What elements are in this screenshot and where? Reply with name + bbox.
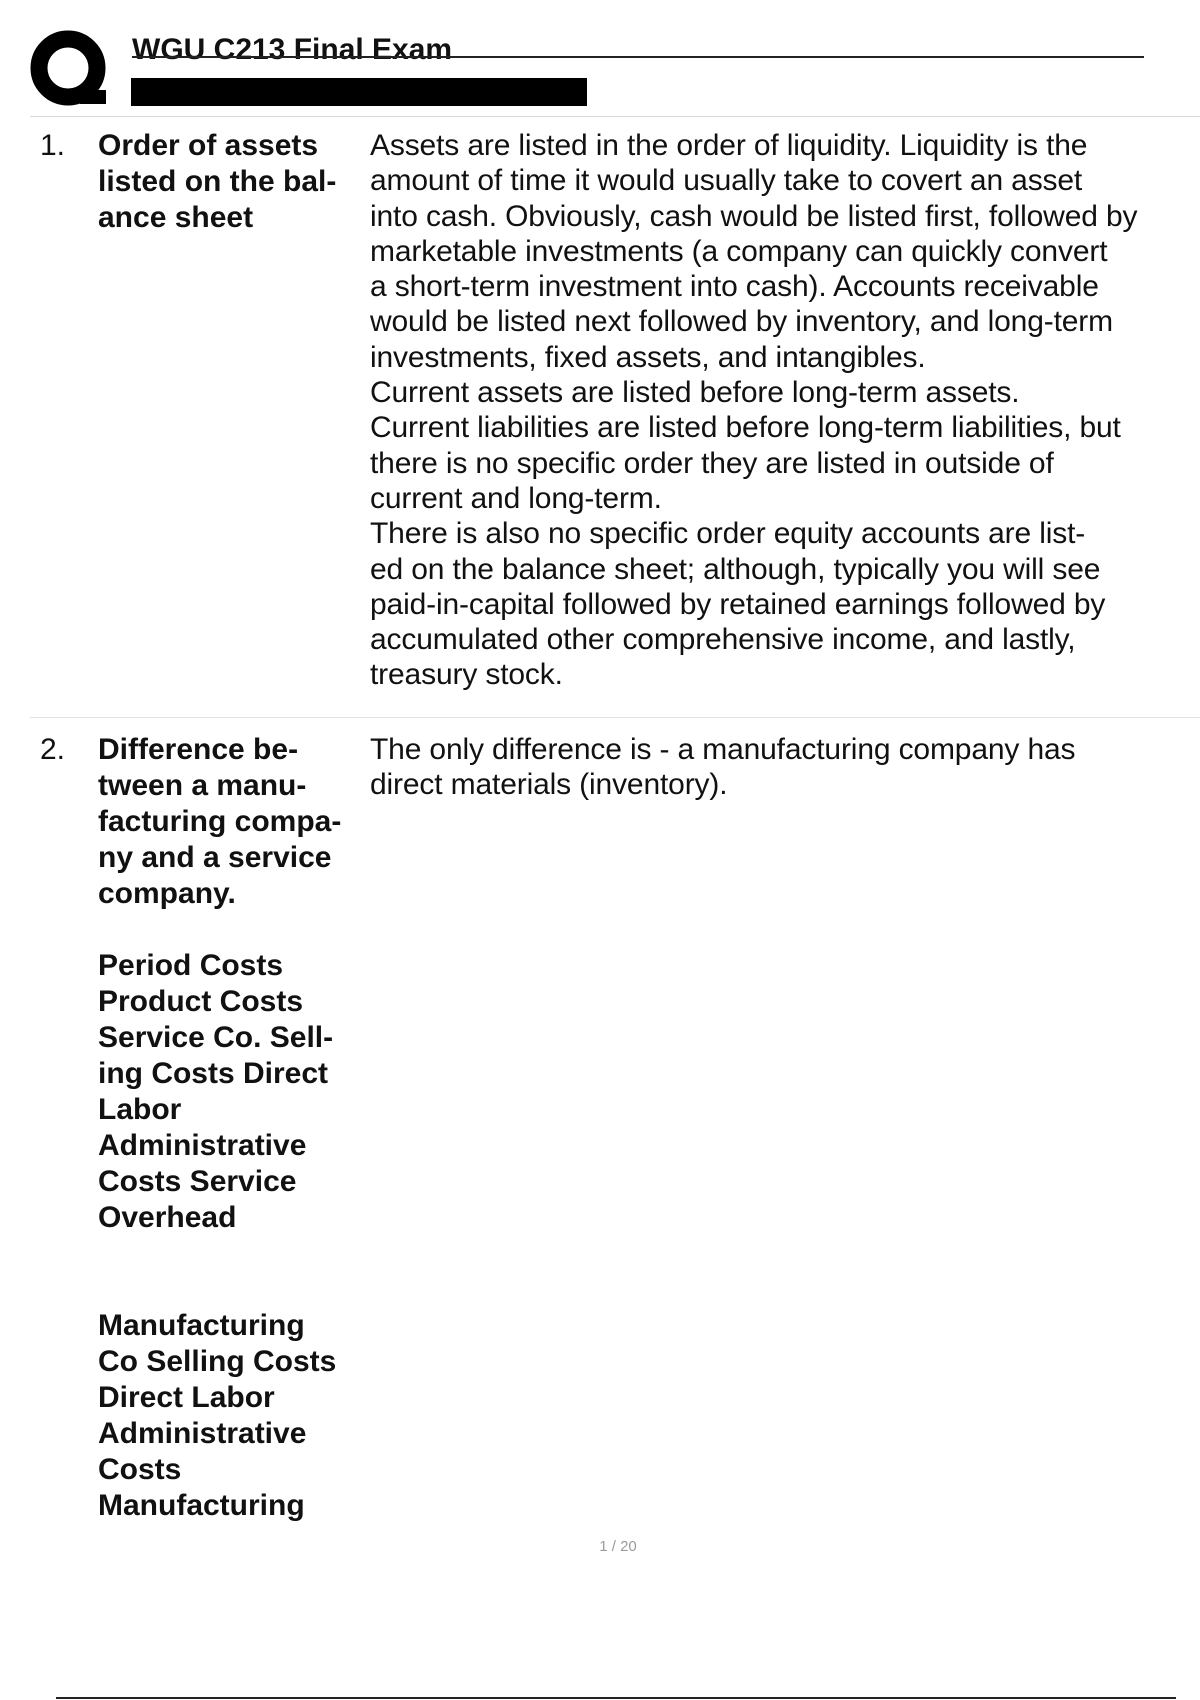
q-logo-icon (30, 30, 112, 112)
document-title: WGU C213 Final Exam (132, 33, 453, 66)
question-number: 1. (40, 129, 66, 162)
question-number: 2. (40, 733, 66, 766)
question-term: Difference be- tween a manu- facturing compa- ny and a service company. Period Costs Product Costs Service Co. Sell- ing Costs Direct Labor Administrative Costs Service Overhead Manufacturing Co Selling Costs Direct Labor Administrative Costs Manufacturing (98, 733, 342, 1522)
redacted-bar (131, 78, 587, 106)
footer-divider (56, 1697, 1176, 1699)
page-header (0, 0, 1200, 118)
title-underline (132, 56, 1144, 58)
question-item (30, 717, 1200, 1532)
page-number: 1 / 20 (599, 1538, 637, 1555)
question-term: Order of assets listed on the bal- ance sheet (98, 129, 337, 234)
question-answer: Assets are listed in the order of liquidity. Liquidity is the amount of time it would usually take to covert an asset into cash. Obviously, cash would be listed first, followed by marketable investments (a company can quickly convert a short-term investment into cash). Accounts receivable would be listed next followed by inventory, and long-term investments, fixed assets, and intangibles. Current assets are listed before long-term assets. Current liabilities are listed before long-term liabilities, but there is no specific order they are listed in outside of current and long-term. There is also no specific order equity accounts are list- ed on the balance sheet; although, typically you will see paid-in-capital followed by retained earnings followed by accumulated other comprehensive income, and lastly, treasury stock. (370, 129, 1138, 692)
header-divider (30, 116, 1200, 117)
question-answer: The only difference is - a manufacturing company has direct materials (inventory). (370, 733, 1076, 802)
question-list (0, 124, 1200, 1532)
question-item (0, 124, 1200, 717)
